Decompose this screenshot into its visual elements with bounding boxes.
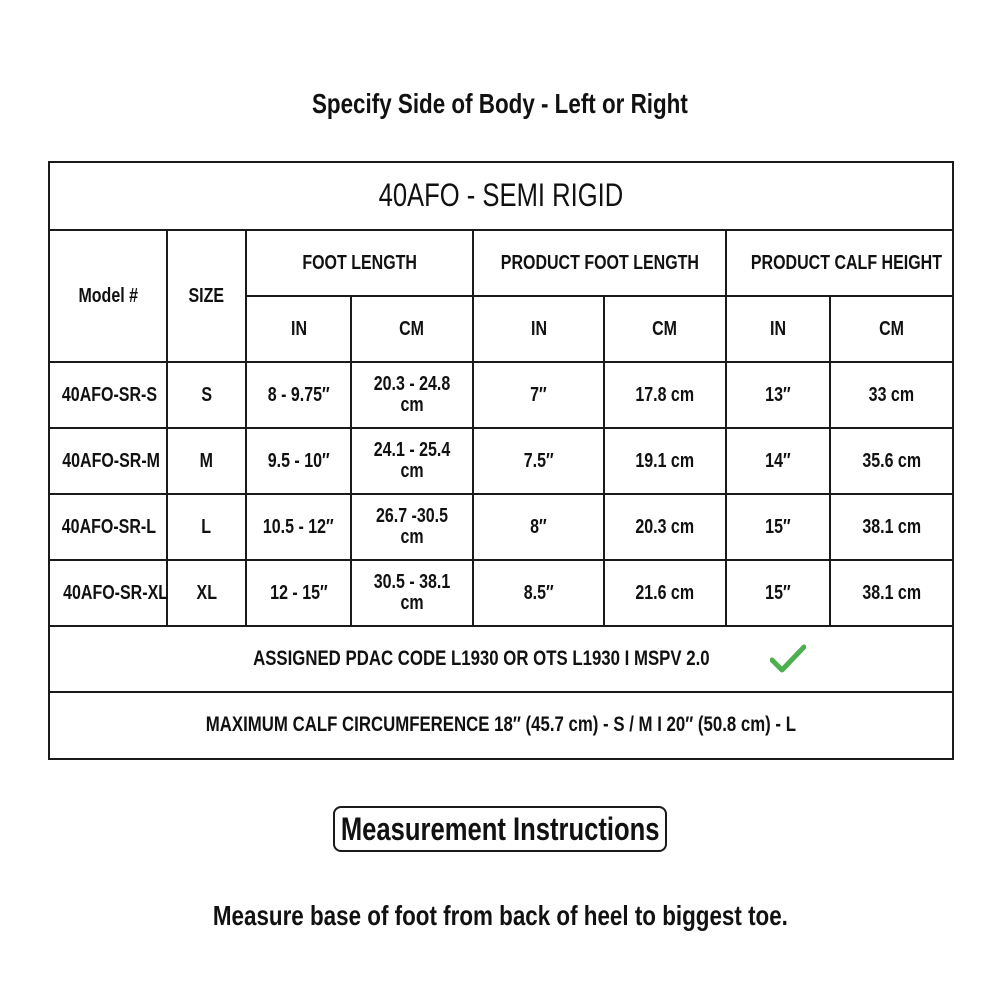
cell-product-foot-in: 7.5″	[473, 428, 604, 494]
cell-product-foot-cm: 21.6 cm	[604, 560, 726, 626]
header-cm: CM	[830, 296, 953, 362]
header-product-calf-height: PRODUCT CALF HEIGHT	[726, 230, 953, 296]
cell-calf-height-in: 14″	[726, 428, 830, 494]
pdac-note-row	[49, 626, 953, 692]
size-chart-table	[48, 161, 954, 760]
cell-calf-height-cm: 38.1 cm	[830, 494, 953, 560]
cell-size: M	[167, 428, 246, 494]
page-subtitle	[0, 88, 1000, 120]
calf-note-text: MAXIMUM CALF CIRCUMFERENCE 18″ (45.7 cm) - S / M I 20″ (50.8 cm) - L	[205, 713, 797, 737]
measurement-instructions-heading: Measurement Instructions	[333, 806, 667, 852]
header-row-1	[49, 230, 953, 296]
cell-foot-length-in: 12 - 15″	[246, 560, 351, 626]
table-row	[49, 494, 953, 560]
cell-foot-length-cm: 30.5 - 38.1 cm	[351, 560, 473, 626]
page-subtitle-text: Specify Side of Body - Left or Right	[312, 88, 688, 119]
pdac-note	[49, 626, 953, 692]
table-row	[49, 560, 953, 626]
header-foot-length: FOOT LENGTH	[246, 230, 473, 296]
cell-calf-height-cm: 35.6 cm	[830, 428, 953, 494]
header-cm: CM	[351, 296, 473, 362]
cell-product-foot-in: 8.5″	[473, 560, 604, 626]
header-in: IN	[473, 296, 604, 362]
cell-calf-height-in: 15″	[726, 560, 830, 626]
cell-foot-length-cm: 26.7 -30.5 cm	[351, 494, 473, 560]
calf-note-row	[49, 692, 953, 759]
cell-foot-length-cm: 20.3 - 24.8 cm	[351, 362, 473, 428]
calf-note	[49, 692, 953, 759]
table-title-row	[49, 162, 953, 230]
cell-product-foot-cm: 19.1 cm	[604, 428, 726, 494]
cell-calf-height-in: 15″	[726, 494, 830, 560]
cell-calf-height-cm: 33 cm	[830, 362, 953, 428]
cell-size: S	[167, 362, 246, 428]
header-in: IN	[726, 296, 830, 362]
cell-product-foot-in: 8″	[473, 494, 604, 560]
table-title: 40AFO - SEMI RIGID	[49, 162, 953, 230]
header-model: Model #	[49, 230, 167, 362]
pdac-note-text: ASSIGNED PDAC CODE L1930 OR OTS L1930 I MSPV 2.0	[252, 646, 710, 670]
table-row	[49, 362, 953, 428]
header-size: SIZE	[167, 230, 246, 362]
header-in: IN	[246, 296, 351, 362]
cell-product-foot-in: 7″	[473, 362, 604, 428]
cell-calf-height-in: 13″	[726, 362, 830, 428]
cell-product-foot-cm: 20.3 cm	[604, 494, 726, 560]
cell-size: XL	[167, 560, 246, 626]
cell-model: 40AFO-SR-S	[49, 362, 167, 428]
cell-foot-length-in: 8 - 9.75″	[246, 362, 351, 428]
cell-model: 40AFO-SR-L	[49, 494, 167, 560]
cell-size: L	[167, 494, 246, 560]
header-product-foot-length: PRODUCT FOOT LENGTH	[473, 230, 726, 296]
header-cm: CM	[604, 296, 726, 362]
cell-model: 40AFO-SR-M	[49, 428, 167, 494]
cell-foot-length-cm: 24.1 - 25.4 cm	[351, 428, 473, 494]
table-row	[49, 428, 953, 494]
cell-product-foot-cm: 17.8 cm	[604, 362, 726, 428]
cell-model: 40AFO-SR-XL	[49, 560, 167, 626]
cell-foot-length-in: 10.5 - 12″	[246, 494, 351, 560]
check-icon	[770, 644, 806, 674]
measurement-instructions-text: Measure base of foot from back of heel to biggest toe.	[212, 900, 788, 931]
cell-foot-length-in: 9.5 - 10″	[246, 428, 351, 494]
cell-calf-height-cm: 38.1 cm	[830, 560, 953, 626]
